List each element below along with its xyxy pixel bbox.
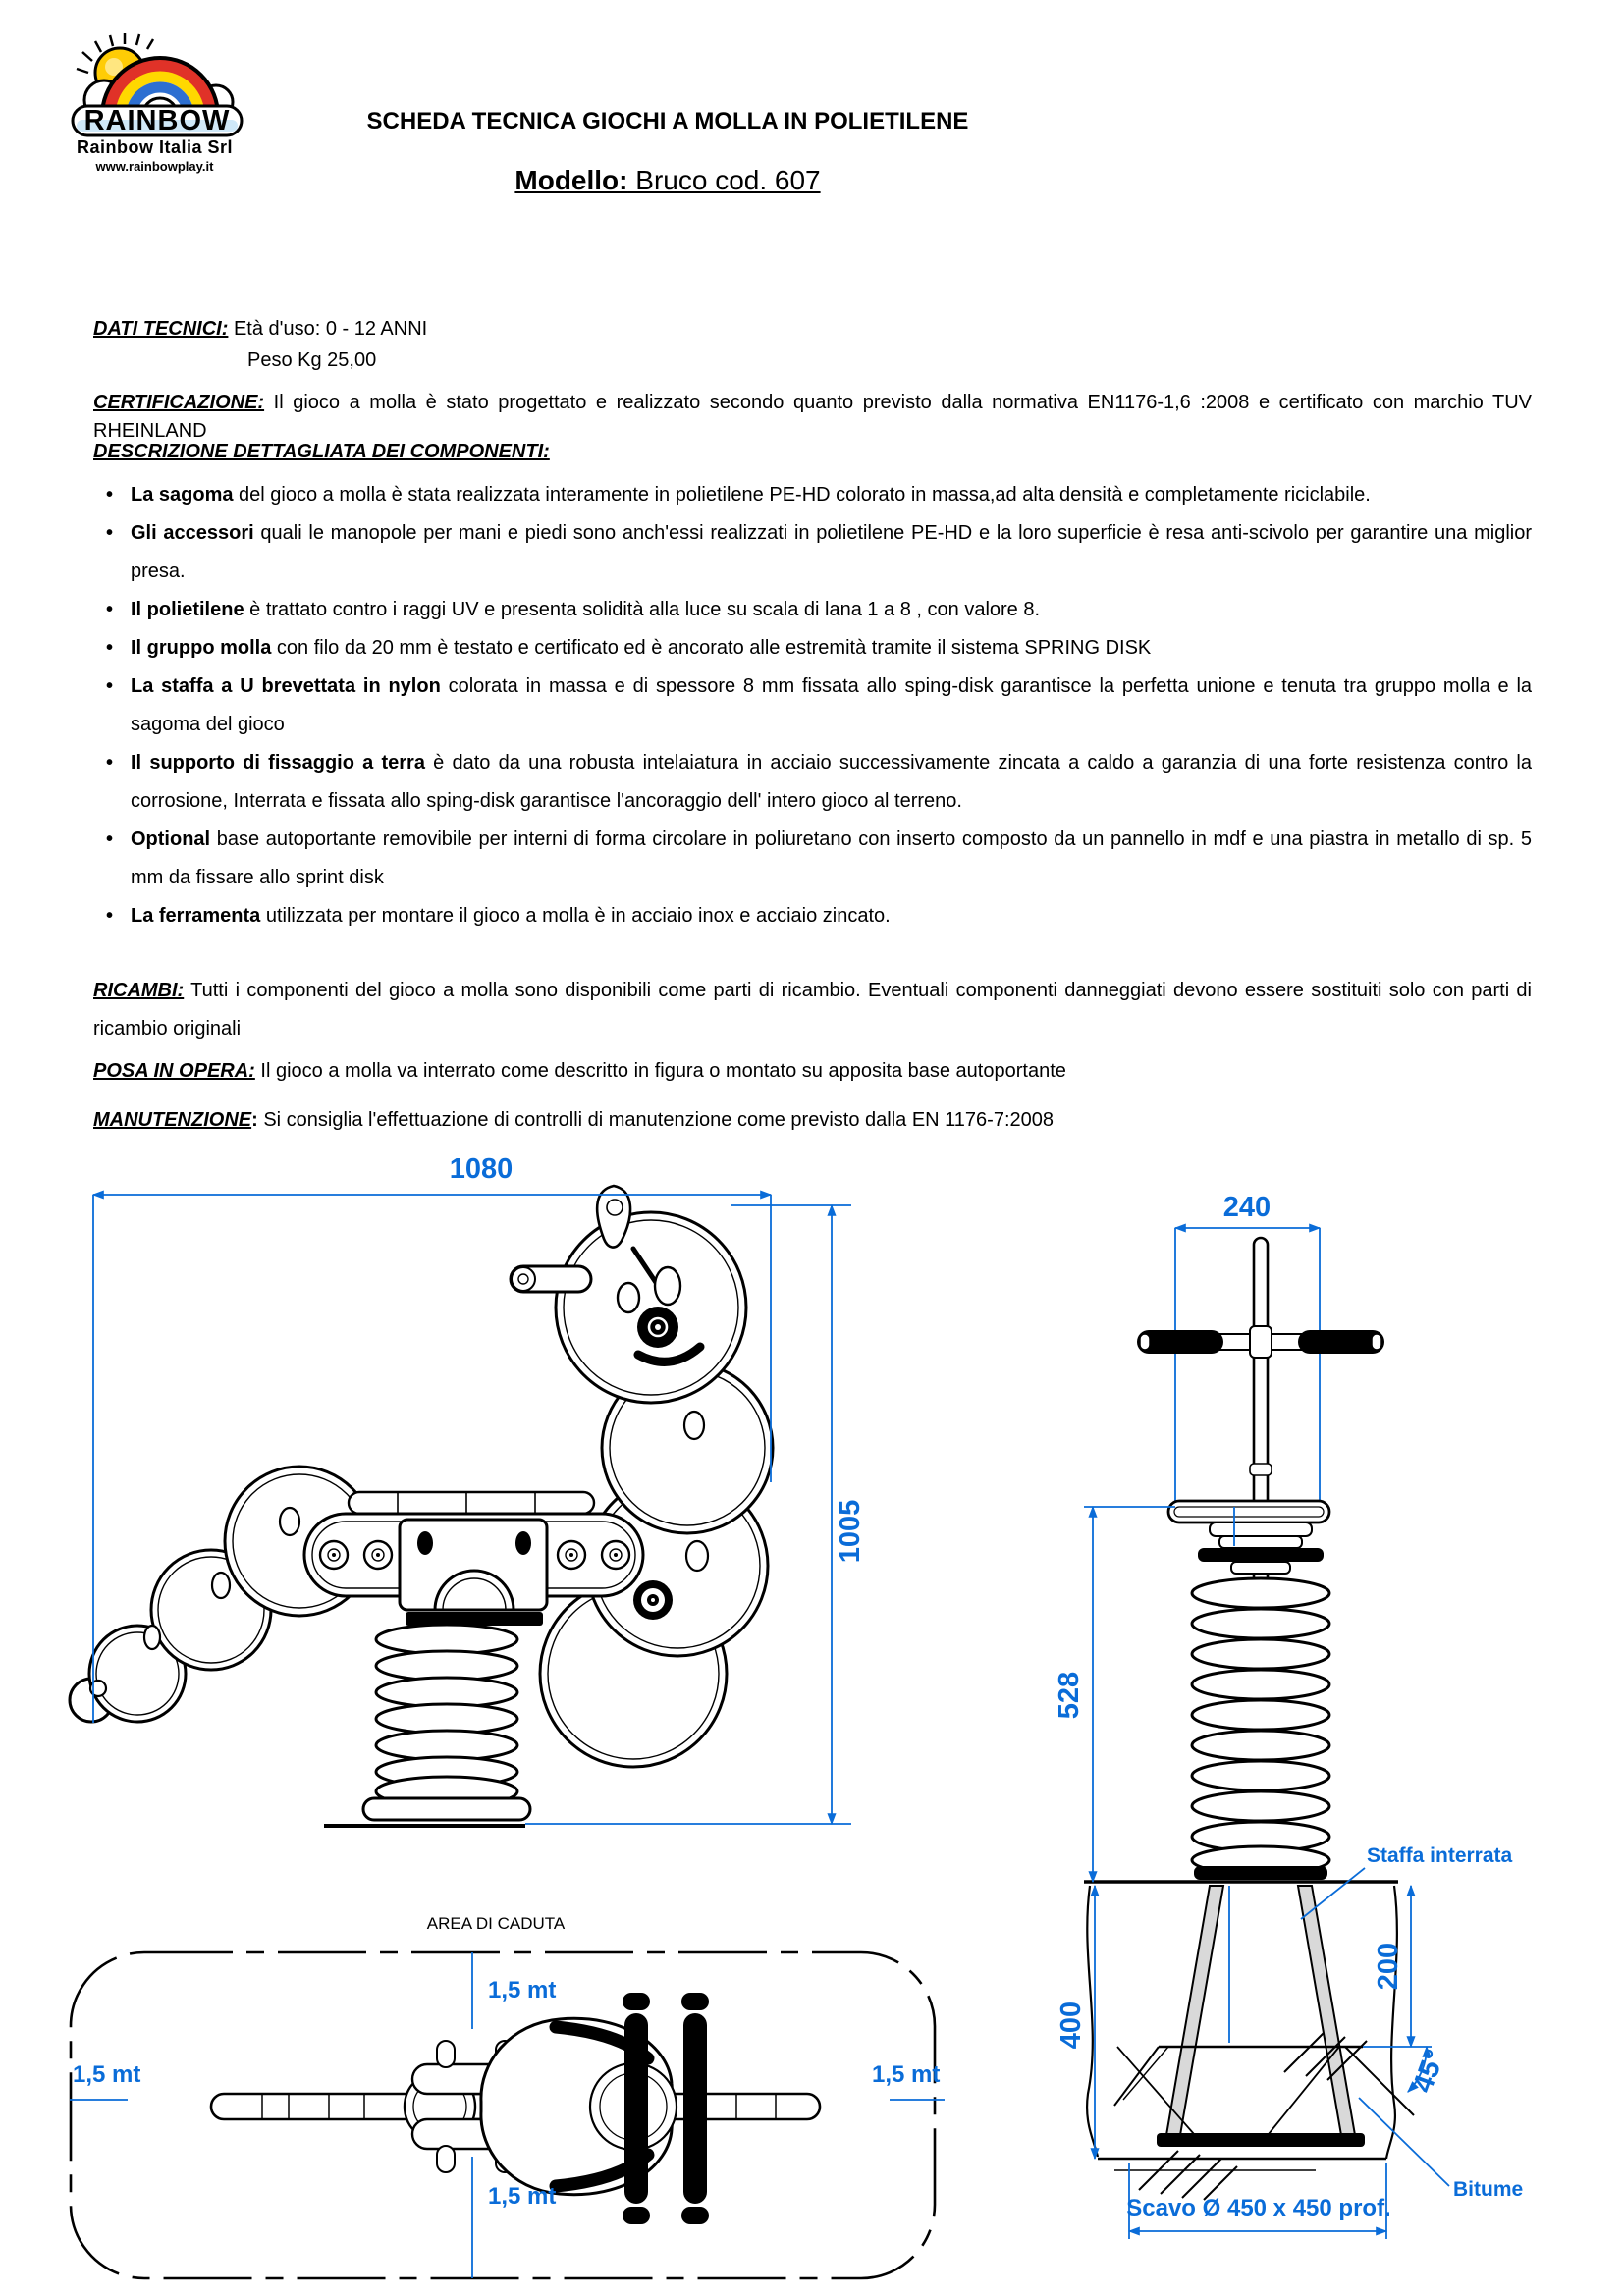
dati-tecnici-line <box>93 310 1532 348</box>
posa-label: POSA IN OPERA: <box>93 1060 255 1082</box>
bullet-bold: Il gruppo molla <box>131 637 272 659</box>
descrizione-heading <box>93 440 1532 463</box>
u-bracket <box>400 1520 547 1610</box>
rainbow-logo <box>69 35 245 137</box>
bullet-text: base autoportante removibile per interni di forma circolare in poliuretano con inserto composto da un pannello in mdf e una piastra in metallo di sp. 5 mm da fissare allo sprint disk <box>131 828 1532 888</box>
logo-website: www.rainbowplay.it <box>95 159 214 174</box>
bullet-optional <box>93 821 1532 897</box>
component-bullet-list <box>93 476 1532 935</box>
bullet-staffa <box>93 667 1532 744</box>
fall-area-title: AREA DI CADUTA <box>426 1914 566 1933</box>
clearance-right-label: 1,5 mt <box>872 2061 941 2088</box>
ricambi-paragraph <box>93 972 1532 1048</box>
side-view-drawing <box>1021 1173 1620 2296</box>
certificazione-text: Il gioco a molla è stato progettato e realizzato secondo quanto previsto dalla normativa EN1176-1,6 :2008 e certificato con marchio TUV RHEINLAND <box>93 392 1532 442</box>
fall-area-drawing <box>49 1909 952 2294</box>
dati-tecnici-label: DATI TECNICI: <box>93 318 229 340</box>
bullet-bold: Optional <box>131 828 211 850</box>
ricambi-text: Tutti i componenti del gioco a molla sono disponibili come parti di ricambio. Eventuali componenti danneggiati devono essere sostituiti solo con parti di ricambio originali <box>93 980 1532 1040</box>
model-label: Modello: <box>514 165 628 195</box>
bullet-supporto <box>93 744 1532 821</box>
bullet-text: è trattato contro i raggi UV e presenta solidità alla luce su scala di lana 1 a 8 , con valore 8. <box>244 599 1041 620</box>
staffa-interrata-label: Staffa interrata <box>1367 1844 1513 1867</box>
clearance-bottom-label: 1,5 mt <box>488 2183 557 2210</box>
descrizione-label: DESCRIZIONE DETTAGLIATA DEI COMPONENTI: <box>93 441 550 462</box>
manutenzione-label: MANUTENZIONE <box>93 1109 252 1131</box>
bullet-bold: La staffa a U brevettata in nylon <box>131 675 441 697</box>
dig-depth-dim-label: 400 <box>1056 2001 1087 2050</box>
angle-45-label: 45° <box>1407 2045 1452 2098</box>
model-value: Bruco cod. 607 <box>627 165 821 195</box>
bullet-bold: Il supporto di fissaggio a terra <box>131 752 425 774</box>
posa-text: Il gioco a molla va interrato come descritto in figura o montato su apposita base autoportante <box>254 1060 1066 1082</box>
clearance-top-label: 1,5 mt <box>488 1977 557 2003</box>
dati-tecnici-peso: Peso Kg 25,00 <box>247 349 377 371</box>
pivot-bolt <box>633 1580 673 1620</box>
manutenzione-colon: : <box>251 1109 258 1131</box>
bullet-text: del gioco a molla è stata realizzata interamente in polietilene PE-HD colorato in massa,ad alta densità e completamente riciclabile. <box>233 484 1371 506</box>
bracket-depth-dimension <box>1363 1886 1451 2097</box>
front-height-dim-label: 1005 <box>835 1499 866 1564</box>
bracket-depth-dim-label: 200 <box>1373 1942 1404 1991</box>
posa-paragraph <box>93 1052 1532 1091</box>
bullet-text: è dato da una robusta intelaiatura in acciaio successivamente zincata a caldo a garanzia di una forte resistenza contro la corrosione, Interrata e fissata allo sping-disk garantisce l'ancoraggio dell' intero gioco al terreno. <box>131 752 1532 812</box>
side-spring <box>1192 1578 1329 1880</box>
seat-height-dim-label: 528 <box>1054 1671 1085 1720</box>
bullet-bold: La sagoma <box>131 484 234 506</box>
logo-brand-text: RAINBOW <box>83 105 231 136</box>
page-title: SCHEDA TECNICA GIOCHI A MOLLA IN POLIETILENE <box>366 108 969 134</box>
manutenzione-paragraph <box>93 1101 1532 1140</box>
front-view-drawing <box>54 1139 879 1870</box>
side-seat-and-springdisk <box>1168 1501 1329 1574</box>
bullet-bold: La ferramenta <box>131 905 261 927</box>
bullet-text: utilizzata per montare il gioco a molla è in acciaio inox e acciaio zincato. <box>260 905 891 927</box>
ricambi-label: RICAMBI: <box>93 980 185 1001</box>
bullet-text: con filo da 20 mm è testato e certificato ed è ancorato alle estremità tramite il sistema SPRING DISK <box>271 637 1152 659</box>
certificazione-label: CERTIFICAZIONE: <box>93 392 265 413</box>
bullet-text: colorata in massa e di spessore 8 mm fissata allo sping-disk garantisce la perfetta unione e tenuta tra gruppo molla e la sagoma del gioco <box>131 675 1533 735</box>
manutenzione-text: Si consiglia l'effettuazione di controlli di manutenzione come previsto dalla EN 1176-7:2008 <box>257 1109 1055 1131</box>
side-width-dim-label: 240 <box>1222 1192 1272 1223</box>
bullet-text: quali le manopole per mani e piedi sono anch'essi realizzati in polietilene PE-HD e la loro superficie è resa anti-scivolo per garantire una miglior presa. <box>131 522 1532 582</box>
clearance-left-label: 1,5 mt <box>73 2061 141 2088</box>
scavo-label: Scavo Ø 450 x 450 prof. <box>1126 2195 1391 2221</box>
head-handle <box>511 1266 591 1292</box>
certificazione-paragraph <box>93 389 1532 446</box>
excavation-pit <box>1087 1886 1397 2200</box>
model-line <box>334 165 1001 196</box>
dati-tecnici-eta: Età d'uso: 0 - 12 ANNI <box>228 318 428 340</box>
bullet-sagoma <box>93 476 1532 514</box>
bullet-bold: Gli accessori <box>131 522 254 544</box>
bitume-label: Bitume <box>1453 2178 1524 2201</box>
cloud-band <box>73 105 242 136</box>
bullet-ferramenta <box>93 897 1532 935</box>
bullet-accessori <box>93 514 1532 591</box>
front-spring <box>363 1625 530 1820</box>
logo-company-name: Rainbow Italia Srl <box>76 137 234 157</box>
bullet-bold: Il polietilene <box>131 599 244 620</box>
bullet-polietilene <box>93 591 1532 629</box>
front-width-dim-label: 1080 <box>449 1153 514 1185</box>
bullet-gruppo-molla <box>93 629 1532 667</box>
